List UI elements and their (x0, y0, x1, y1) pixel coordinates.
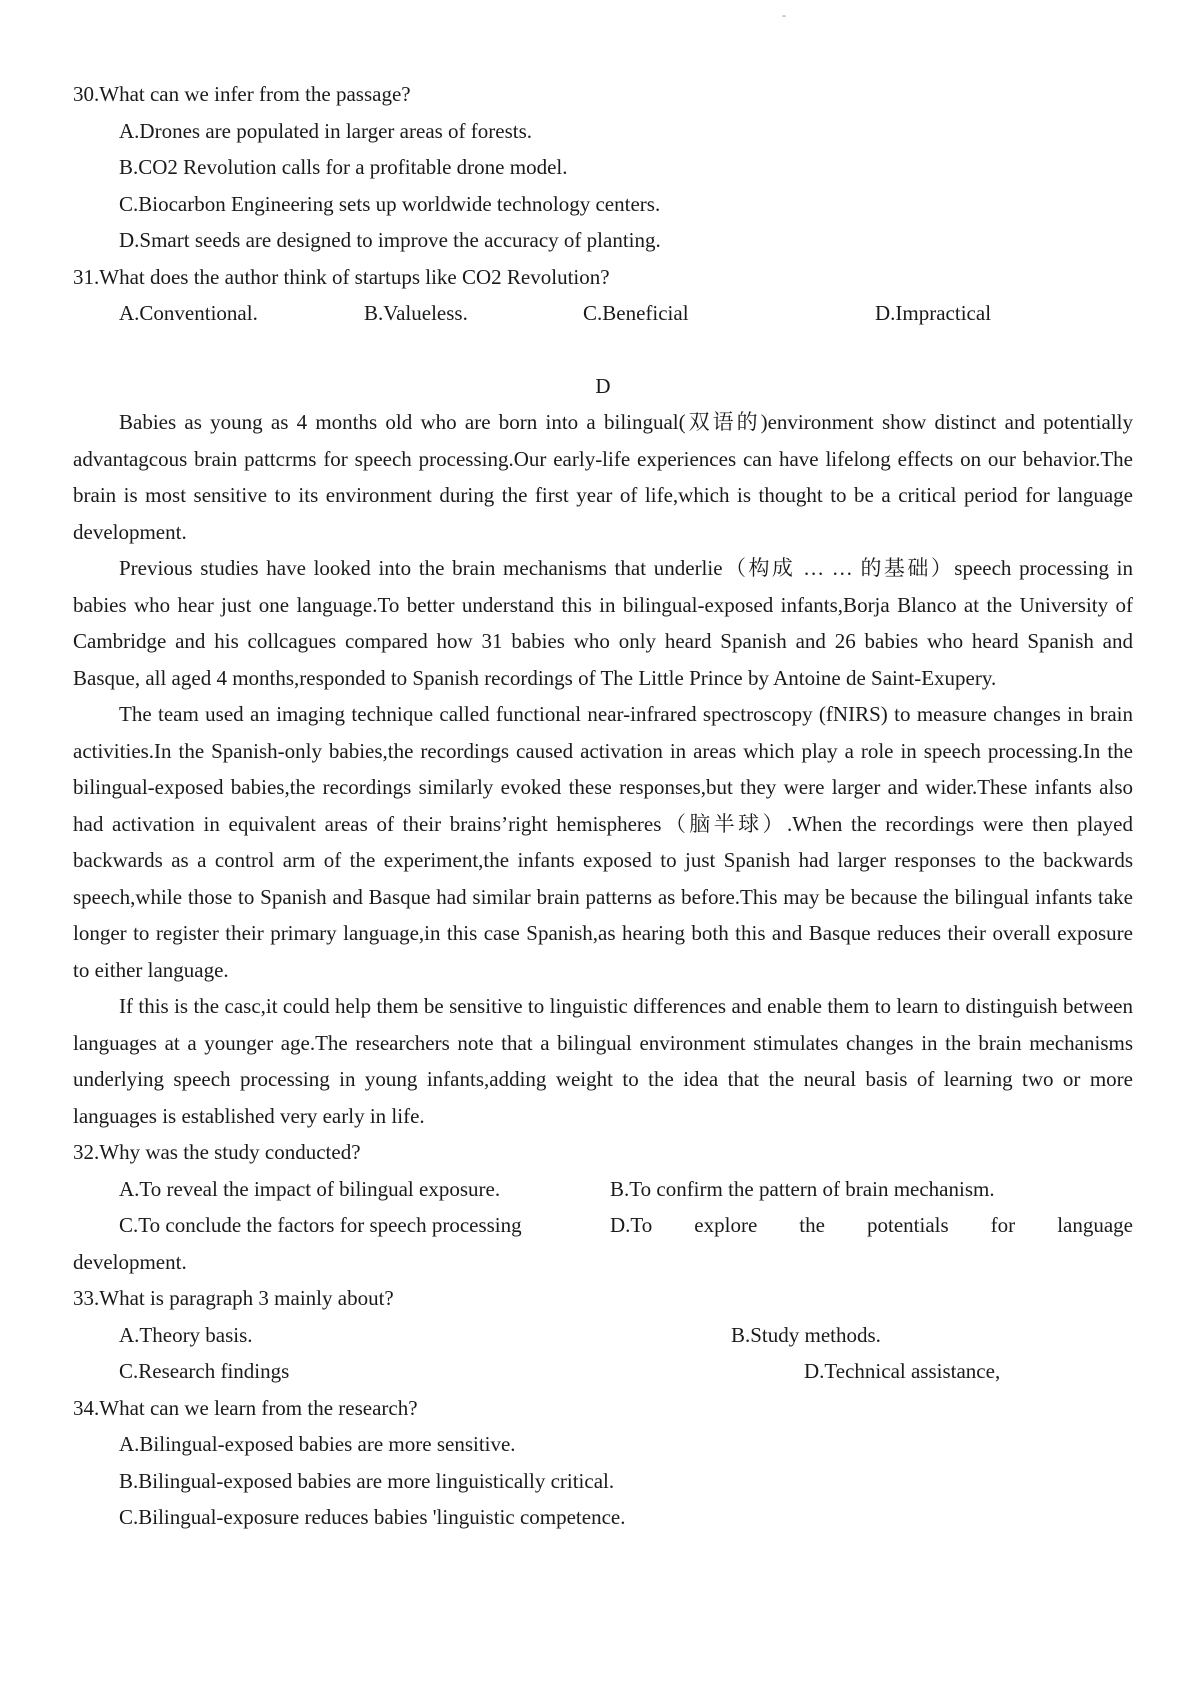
question-30-option-c[interactable]: C.Biocarbon Engineering sets up worldwide technology centers. (119, 191, 661, 216)
passage-paragraph-3 (73, 696, 1133, 988)
question-30-stem: 30.What can we infer from the passage? (73, 82, 411, 106)
question-34-stem: 34.What can we learn from the research? (73, 1395, 418, 1420)
question-31-stem: 31.What does the author think of startups like CO2 Revolution? (73, 264, 610, 289)
question-31-option-a[interactable]: A.Conventional. (119, 301, 258, 325)
question-32-options-row-2 (73, 1207, 1133, 1244)
question-33 (73, 1280, 1133, 1390)
exam-page (73, 76, 1133, 1536)
question-31-option-d[interactable]: D.Impractical (875, 301, 992, 325)
question-30-option-d[interactable]: D.Smart seeds are designed to improve the accuracy of planting. (119, 228, 661, 252)
question-32-option-b[interactable]: B.To confirm the pattern of brain mechanism. (610, 1176, 995, 1201)
paragraph-4-text: If this is the casc,it could help them be sensitive to linguistic differences and enable them to learn to distinguish between languages at a younger age.The researchers note that a bilingual environment stimulates changes in the brain mechanisms underlying speech processing in young infants,adding weight to the idea that the neural basis of learning two or more languages is established very early in life. (73, 994, 1133, 1128)
question-33-options-row-2 (73, 1353, 1133, 1390)
question-32-options-row-1 (73, 1171, 1133, 1208)
page-top-mark: - (782, 8, 786, 22)
passage-paragraph-1 (73, 404, 1133, 550)
passage-paragraph-2 (73, 550, 1133, 696)
question-34-option-c[interactable]: C.Bilingual-exposure reduces babies 'linguistic competence. (119, 1505, 626, 1529)
paragraph-3-text: The team used an imaging technique called functional near-infrared spectroscopy (fNIRS) to measure changes in brain activities.In the Spanish-only babies,the recordings caused activation in areas which play a role in speech processing.In the bilingual-exposed babies,the recordings similarly evoked these responses,but they were larger and wider.These infants also had activation in equivalent areas of their brains’right hemispheres（脑半球）.When the recordings were then played backwards as a control arm of the experiment,the infants exposed to just Spanish had larger responses to the backwards speech,while those to Spanish and Basque had similar brain patterns as before.This may be because the bilingual infants take longer to register their primary language,in this case Spanish,as hearing both this and Basque reduces their overall exposure to either language. (73, 702, 1133, 982)
question-30-option-b[interactable]: B.CO2 Revolution calls for a profitable drone model. (119, 155, 568, 179)
question-33-stem: 33.What is paragraph 3 mainly about? (73, 1286, 394, 1310)
question-31-options (73, 295, 1133, 332)
question-30-option-a[interactable]: A.Drones are populated in larger areas of forests. (119, 118, 533, 143)
paragraph-2-text: Previous studies have looked into the brain mechanisms that underlie（构成 … … 的基础）speech processing in babies who hear just one language.To better understand this in bilingual-exposed infants,Borja Blanco at the University of Cambridge and his collcagues compared how 31 babies who only heard Spanish and 26 babies who heard Spanish and Basque, all aged 4 months,responded to Spanish recordings of The Little Prince by Antoine de Saint-Exupery. (73, 556, 1133, 690)
question-31 (73, 259, 1133, 332)
question-33-option-c[interactable]: C.Research findings (119, 1359, 290, 1383)
question-31-option-b[interactable]: B.Valueless. (364, 301, 468, 325)
question-32-option-d[interactable]: D.To explore the potentials for language (610, 1213, 1133, 1237)
question-34-option-b[interactable]: B.Bilingual-exposed babies are more linguistically critical. (119, 1468, 615, 1493)
question-34 (73, 1390, 1133, 1536)
spacer (73, 332, 1133, 368)
question-33-option-d[interactable]: D.Technical assistance, (804, 1359, 1001, 1383)
question-32-option-d-continued: development. (73, 1249, 187, 1274)
question-34-option-a[interactable]: A.Bilingual-exposed babies are more sensitive. (119, 1432, 516, 1456)
passage-paragraph-4 (73, 988, 1133, 1134)
question-33-options-row-1 (73, 1317, 1133, 1354)
question-32-stem: 32.Why was the study conducted? (73, 1140, 361, 1164)
question-32 (73, 1134, 1133, 1280)
passage-d (73, 368, 1133, 1135)
question-30 (73, 76, 1133, 259)
question-33-option-a[interactable]: A.Theory basis. (119, 1322, 253, 1347)
question-31-option-c[interactable]: C.Beneficial (583, 301, 689, 325)
question-33-option-b[interactable]: B.Study methods. (731, 1322, 881, 1347)
paragraph-1-text: Babies as young as 4 months old who are born into a bilingual(双语的)environment show distinct and potentially advantagcous brain pattcrms for speech processing.Our early-life experiences can have lifelong effects on our behavior.The brain is most sensitive to its environment during the first year of life,which is thought to be a critical period for language development. (73, 410, 1133, 544)
passage-title: D (595, 373, 611, 398)
question-32-option-c[interactable]: C.To conclude the factors for speech processing (119, 1213, 522, 1237)
question-32-option-a[interactable]: A.To reveal the impact of bilingual exposure. (119, 1176, 501, 1201)
